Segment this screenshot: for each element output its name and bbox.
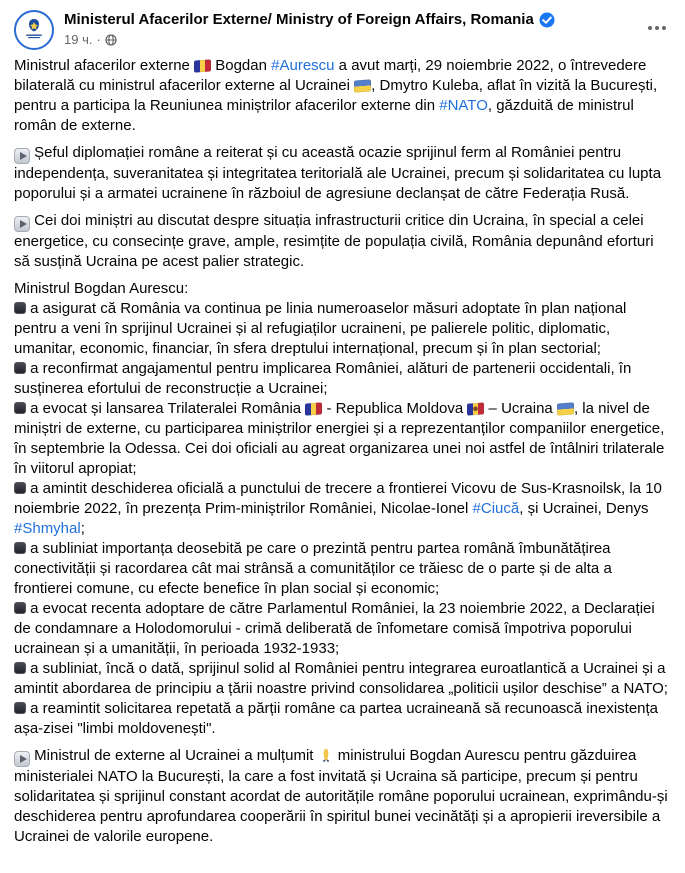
post-line: a reconfirmat angajamentul pentru implicarea României, alături de partenerii occidentali, în susținerea efortului de reconstrucție a Ucrainei; bbox=[14, 360, 632, 397]
ellipsis-dot bbox=[655, 26, 659, 30]
ellipsis-dot bbox=[648, 26, 652, 30]
hashtag-link[interactable]: #Shmyhal bbox=[14, 520, 81, 537]
hashtag-link[interactable]: #Ciucă bbox=[472, 500, 520, 517]
page-name[interactable]: Ministerul Afacerilor Externe/ Ministry of Foreign Affairs, Romania bbox=[64, 11, 534, 28]
post-block bbox=[14, 211, 671, 272]
folded-hands-icon bbox=[318, 747, 334, 763]
post-line: a amintit deschiderea oficială a punctului de trecere a frontierei Vicovu de Sus-Krasnoilsk, la 10 noiembrie 2022, în prezența Prim-miniștrilor României, Nicolae-Ionel #Ciucă, și Ucrainei, Denys #Shmyhal; bbox=[14, 480, 662, 537]
post-line: a evocat recenta adoptare de către Parlamentul României, la 23 noiembrie 2022, a Declarației de condamnare a Holodomorului - crimă deliberată de înfometare comisă împotriva poporului ucrainean și a umanității, în perioada 1932-1933; bbox=[14, 600, 655, 657]
play-button-icon bbox=[14, 751, 30, 767]
ellipsis-dot bbox=[662, 26, 666, 30]
flag-romania-icon bbox=[194, 59, 211, 72]
mae-romania-logo-icon bbox=[18, 14, 50, 46]
flag-moldova-icon bbox=[467, 402, 484, 415]
play-button-icon bbox=[14, 148, 30, 164]
timestamp[interactable]: 19 ч. bbox=[64, 32, 93, 47]
black-square-icon bbox=[14, 702, 26, 714]
post-line: Ministrul Bogdan Aurescu: bbox=[14, 280, 189, 297]
hashtag-link[interactable]: #Aurescu bbox=[271, 57, 335, 74]
post-line: Cei doi miniștri au discutat despre situația infrastructurii critice din Ucraina, în special a celei energetice, cu consecințe grave, ample, resimțite de populația civilă, România depunând eforturi să susțină Ucraina pe acest palier strategic. bbox=[14, 212, 654, 270]
post-block bbox=[14, 143, 671, 204]
post-block bbox=[14, 56, 671, 136]
black-square-icon bbox=[14, 302, 26, 314]
black-square-icon bbox=[14, 402, 26, 414]
hashtag-link[interactable]: #NATO bbox=[439, 97, 488, 114]
post-header bbox=[0, 0, 685, 56]
black-square-icon bbox=[14, 542, 26, 554]
flag-ukraine-icon bbox=[354, 79, 371, 92]
black-square-icon bbox=[14, 362, 26, 374]
post-text bbox=[0, 56, 685, 847]
black-square-icon bbox=[14, 602, 26, 614]
post-block bbox=[14, 746, 671, 847]
post-line: a subliniat importanța deosebită pe care o prezintă pentru partea română îmbunătățirea conectivității și racordarea cât mai strânsă a comunităților ce trăiesc de o parte și de alta a frontierei comune, cu efecte benefice în plan social și economic; bbox=[14, 540, 612, 597]
more-options-button[interactable] bbox=[641, 12, 673, 44]
post-line: Ministrul afacerilor externe Bogdan #Aurescu a avut marți, 29 noiembrie 2022, o întrevedere bilaterală cu ministrul afacerilor externe al Ucrainei , Dmytro Kuleba, aflat în vizită la București, pentru a participa la Reuniunea miniștrilor afacerilor externe din #NATO, găzduită de ministrul român de externe. bbox=[14, 57, 658, 134]
post-block bbox=[14, 279, 671, 739]
flag-romania-icon bbox=[305, 402, 322, 415]
post-line: Ministrul de externe al Ucrainei a mulțumit ministrului Bogdan Aurescu pentru găzduirea ministerialei NATO la București, la care a fost invitată și Ucraina să participe, precum și pentru solidaritatea și sprijinul constant acordat de autoritățile române poporului ucrainean, exprimându-și deschiderea pentru aprofundarea cooperării în spiritul bunei vecinătăți și a apropierii ireversibile a Ucrainei de valorile europene. bbox=[14, 747, 668, 845]
post-line: a evocat și lansarea Trilateralei România - Republica Moldova – Ucraina , la nivel de miniștri de externe, cu participarea miniștrilor energiei și a reprezentanților companiilor energetice, în septembrie la Odessa. Cei doi oficiali au agreat organizarea unei noi astfel de întâlniri trilaterale în viitorul apropiat; bbox=[14, 400, 665, 477]
post-line: a reamintit solicitarea repetată a părții române ca partea ucraineană să recunoască inexistența așa-zisei "limbi moldovenești". bbox=[14, 700, 659, 737]
page-avatar[interactable] bbox=[14, 10, 54, 50]
black-square-icon bbox=[14, 662, 26, 674]
globe-icon bbox=[105, 34, 117, 46]
post-line: Șeful diplomației române a reiterat și cu această ocazie sprijinul ferm al României pentru independența, suveranitatea și integritatea teritorială ale Ucrainei, precum și solidaritatea cu lupta poporului și a armatei ucrainene în războiul de agresiune declanșat de către Federația Rusă. bbox=[14, 144, 662, 202]
post-line: a asigurat că România va continua pe linia numeroaselor măsuri adoptate în plan național pentru a veni în sprijinul Ucrainei și al refugiaților ucraineni, pe palierele politic, diplomatic, umanitar, economic, financiar, în sfera dreptului internațional, precum și în plan sectorial; bbox=[14, 300, 627, 357]
header-text bbox=[64, 10, 641, 48]
meta-separator: · bbox=[96, 32, 101, 47]
post-line: a subliniat, încă o dată, sprijinul solid al României pentru integrarea euroatlantică a Ucrainei și a amintit abordarea de principiu a țării noastre privind consolidarea „politicii ușilor deschise” a NATO; bbox=[14, 660, 668, 697]
verified-badge-icon bbox=[539, 12, 555, 28]
play-button-icon bbox=[14, 216, 30, 232]
black-square-icon bbox=[14, 482, 26, 494]
post-meta bbox=[64, 32, 641, 48]
flag-ukraine-icon bbox=[557, 402, 574, 415]
